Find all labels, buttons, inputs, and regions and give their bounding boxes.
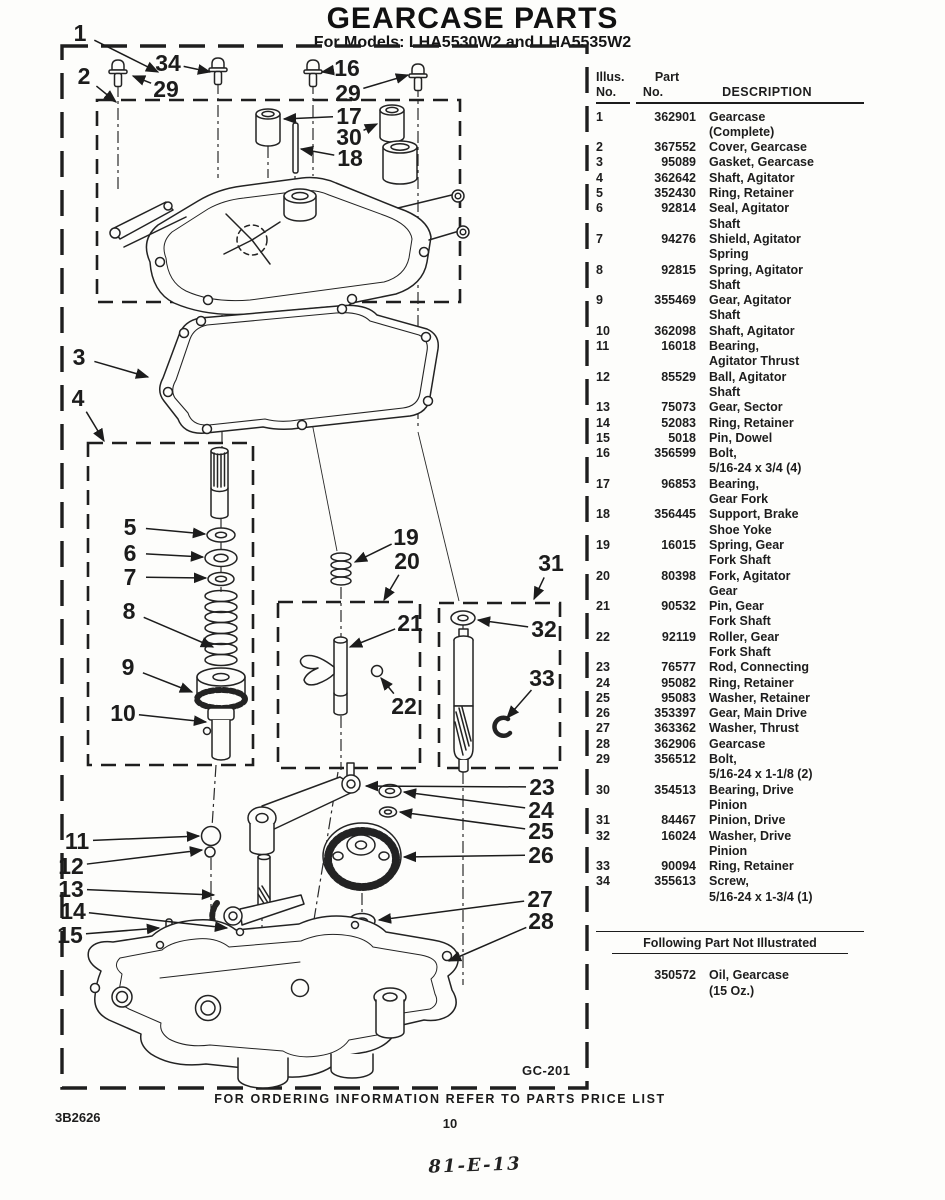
cell-description: Washer, Thrust (709, 721, 799, 736)
handwritten-code: 81-E-13 (428, 1153, 522, 1178)
cell-description: Ball, Agitator Shaft (709, 369, 787, 399)
table-row (596, 431, 864, 446)
cell-part-no: 84467 (661, 813, 696, 828)
cell-description: Spring, Gear Fork Shaft (709, 537, 785, 568)
cell-illus-no: 5 (596, 186, 603, 201)
bolt-drawing-34 (209, 58, 227, 85)
callout-26 (404, 842, 554, 868)
callout-32 (478, 616, 557, 642)
cell-description: Roller, Gear Fork Shaft (709, 629, 780, 659)
table-row (596, 263, 864, 294)
cell-description: Gear, Agitator Shaft (709, 293, 792, 323)
cell-description: Gearcase (Complete) (709, 109, 775, 139)
callout-leader (184, 66, 210, 72)
cell-illus-no: 7 (596, 231, 603, 246)
cell-description: Oil, Gearcase (15 Oz.) (709, 968, 789, 998)
callout-leader (94, 361, 148, 377)
cell-illus-no: 34 (596, 874, 610, 889)
table-row (596, 676, 864, 691)
cell-illus-no: 25 (596, 690, 610, 705)
callout-34 (155, 50, 210, 76)
cell-illus-no: 30 (596, 782, 610, 797)
callout-number: 2 (77, 63, 91, 89)
cell-illus-no: 21 (596, 599, 610, 614)
cell-part-no: 363362 (654, 721, 696, 736)
callout-leader (379, 901, 524, 920)
header-illus: Illus. (596, 70, 625, 84)
gearcase-housing-drawing (88, 916, 458, 1088)
callout-leader (146, 554, 203, 557)
cell-description: Washer, Drive Pinion (709, 828, 792, 858)
table-row (596, 370, 864, 401)
callout-number: 10 (110, 700, 136, 726)
ordering-note: FOR ORDERING INFORMATION REFER TO PARTS PRICE LIST (214, 1092, 666, 1106)
cell-part-no: 96853 (661, 476, 696, 491)
table-row (596, 446, 864, 477)
callout-2 (78, 63, 116, 102)
cell-illus-no: 27 (596, 721, 610, 736)
cell-part-no: 356512 (654, 752, 696, 767)
gear-fork-spring-drawing (331, 553, 351, 585)
callout-number: 25 (528, 818, 554, 844)
cell-illus-no: 3 (596, 155, 603, 170)
callout-27 (379, 886, 553, 920)
cell-description: Shaft, Agitator (709, 323, 795, 338)
callout-number: 29 (335, 80, 361, 106)
cell-illus-no: 24 (596, 675, 610, 690)
cell-description: Pin, Gear Fork Shaft (709, 599, 771, 629)
callout-3 (73, 344, 148, 377)
not-illustrated-row (596, 968, 864, 999)
callout-leader (87, 890, 214, 895)
not-illustrated-section (596, 931, 864, 999)
cell-description: Cover, Gearcase (709, 140, 807, 155)
callout-number: 16 (334, 55, 360, 81)
callout-leader (301, 149, 334, 155)
cell-part-no: 362098 (654, 323, 696, 338)
cell-part-no: 95082 (661, 675, 696, 690)
callout-leader (144, 617, 213, 647)
cell-illus-no: 22 (596, 629, 610, 644)
cell-part-no: 362906 (654, 736, 696, 751)
table-row (596, 324, 864, 339)
callout-leader (478, 620, 528, 627)
callout-29 (335, 75, 408, 106)
callout-leader (93, 836, 199, 840)
table-row (596, 630, 864, 661)
header-illus-no: No. (596, 85, 630, 103)
cell-illus-no: 16 (596, 446, 610, 461)
cell-part-no: 355469 (654, 293, 696, 308)
cell-description: Rod, Connecting (709, 660, 809, 675)
parts-table (596, 70, 864, 999)
cell-part-no: 85529 (661, 369, 696, 384)
cell-part-no: 362642 (654, 170, 696, 185)
retainer-ring-washer-drawing (379, 785, 401, 818)
table-row (596, 507, 864, 538)
callout-leader (366, 786, 526, 787)
table-row (596, 737, 864, 752)
table-row (596, 538, 864, 569)
cell-illus-no: 23 (596, 660, 610, 675)
agitator-shaft-stack-drawing (197, 448, 245, 761)
cell-illus-no: 13 (596, 400, 610, 415)
callout-18 (301, 145, 363, 171)
page-subtitle: For Models: LHA5530W2 and LHA5535W2 (313, 34, 632, 51)
cell-illus-no: 31 (596, 813, 610, 828)
callout-number: 18 (337, 145, 363, 171)
callout-21 (350, 610, 423, 647)
cell-part-no: 80398 (661, 568, 696, 583)
cell-description: Pinion, Drive (709, 813, 786, 828)
callout-leader (363, 75, 408, 88)
cell-illus-no: 19 (596, 537, 610, 552)
callout-leader (86, 412, 104, 441)
agitator-gear-fork-drawing (300, 637, 382, 715)
callout-leader (355, 544, 392, 562)
table-row (596, 874, 864, 905)
cell-description: Pin, Dowel (709, 430, 773, 445)
table-row (596, 813, 864, 828)
cell-part-no: 92814 (661, 201, 696, 216)
table-row (596, 706, 864, 721)
bolt-drawing-16 (304, 60, 322, 87)
cell-description: Bearing, Agitator Thrust (709, 339, 800, 369)
callout-16 (322, 55, 360, 81)
cell-illus-no: 12 (596, 369, 610, 384)
parts-drawings (88, 58, 510, 1088)
cell-illus-no: 1 (596, 109, 603, 124)
page-number: 10 (442, 1116, 458, 1131)
cell-description: Bolt, 5/16-24 x 3/4 (4) (709, 446, 802, 476)
callout-11 (65, 828, 199, 854)
callout-leader (507, 690, 531, 718)
cell-part-no: 355613 (654, 874, 696, 889)
cell-illus-no: 29 (596, 752, 610, 767)
divider (596, 931, 864, 932)
callout-leader (146, 577, 206, 578)
cell-part-no: 5018 (668, 430, 696, 445)
table-row (596, 232, 864, 263)
cell-part-no: 350572 (654, 968, 696, 983)
gearcase-gasket-drawing (160, 305, 439, 434)
callout-leader (449, 927, 526, 961)
callout-number: 1 (73, 20, 87, 46)
header-part-no: No. (642, 85, 664, 100)
bolt-drawing-29b (409, 64, 427, 91)
diagram-code: GC-201 (522, 1063, 571, 1078)
cell-description: Ring, Retainer (709, 859, 794, 874)
cell-description: Spring, Agitator Shaft (709, 262, 803, 292)
callout-number: 29 (153, 76, 179, 102)
cell-part-no: 95089 (661, 155, 696, 170)
callout-leader (322, 71, 331, 72)
callout-number: 28 (528, 908, 554, 934)
cell-part-no: 16024 (661, 828, 696, 843)
table-row (596, 691, 864, 706)
table-row (596, 140, 864, 155)
cell-part-no: 75073 (661, 400, 696, 415)
cell-description: Seal, Agitator Shaft (709, 201, 790, 231)
callout-leader (534, 577, 544, 599)
callout-number: 23 (529, 774, 555, 800)
table-row (596, 477, 864, 508)
table-row (596, 110, 864, 141)
callout-number: 21 (397, 610, 423, 636)
cell-description: Bearing, Gear Fork (709, 476, 769, 507)
cell-part-no: 362901 (654, 109, 696, 124)
callout-number: 17 (336, 103, 362, 129)
table-row (596, 400, 864, 415)
callout-leader (86, 928, 159, 934)
drive-pinion-drawing (451, 611, 510, 772)
cell-illus-no: 2 (596, 140, 603, 155)
callout-leader (133, 76, 151, 83)
table-row (596, 186, 864, 201)
table-row (596, 171, 864, 186)
cell-illus-no: 4 (596, 170, 603, 185)
callout-leader (404, 855, 525, 857)
cell-part-no: 90094 (661, 859, 696, 874)
callout-6 (124, 540, 203, 566)
cell-description: Shaft, Agitator (709, 170, 795, 185)
cell-illus-no: 33 (596, 859, 610, 874)
cell-illus-no: 14 (596, 415, 610, 430)
callout-leader (284, 117, 333, 119)
parts-rows (596, 110, 864, 905)
not-illustrated-heading: Following Part Not Illustrated (612, 936, 848, 954)
callout-22 (381, 678, 417, 719)
cell-description: Bearing, Drive Pinion (709, 782, 794, 812)
callout-number: 4 (71, 385, 85, 411)
callout-number: 20 (394, 548, 420, 574)
cell-illus-no: 32 (596, 828, 610, 843)
cell-illus-no: 15 (596, 430, 610, 445)
gear-fork-bearing-drawing (256, 109, 280, 146)
callout-number: 13 (58, 876, 84, 902)
cell-part-no: 16015 (661, 537, 696, 552)
callout-number: 34 (155, 50, 181, 76)
callout-number: 15 (57, 922, 83, 948)
callout-number: 12 (58, 853, 84, 879)
cell-part-no: 92119 (661, 629, 696, 644)
cell-description: Bolt, 5/16-24 x 1-1/8 (2) (709, 752, 813, 782)
callout-number: 9 (121, 654, 135, 680)
cell-illus-no: 17 (596, 476, 610, 491)
table-row (596, 829, 864, 860)
header-part: Part (654, 70, 680, 84)
cell-part-no: 16018 (661, 339, 696, 354)
callout-12 (58, 850, 202, 879)
cell-part-no: 76577 (661, 660, 696, 675)
table-row (596, 201, 864, 232)
callout-4 (72, 385, 104, 441)
cell-description: Support, Brake Shoe Yoke (709, 507, 799, 537)
table-row (596, 339, 864, 370)
cell-description: Gear, Main Drive (709, 706, 807, 721)
cell-illus-no: 6 (596, 201, 603, 216)
callout-leader (143, 673, 192, 692)
cell-part-no: 356599 (654, 446, 696, 461)
callout-20 (384, 548, 420, 600)
cell-illus-no: 26 (596, 706, 610, 721)
cell-description: Ring, Retainer (709, 415, 794, 430)
callout-leader (384, 575, 399, 600)
cell-part-no: 354513 (654, 782, 696, 797)
gearcase-cover-drawing (110, 141, 469, 315)
cell-illus-no: 11 (596, 339, 610, 354)
table-row (596, 859, 864, 874)
callout-8 (123, 598, 213, 647)
callout-number: 30 (336, 124, 362, 150)
cell-part-no: 353397 (654, 706, 696, 721)
callout-leader (146, 528, 205, 534)
callout-leader (87, 850, 202, 864)
cell-description: Gearcase (709, 736, 766, 751)
drive-pinion-bearing-drawing (380, 105, 404, 142)
cell-part-no: 94276 (661, 231, 696, 246)
agitator-balls-drawing (202, 827, 221, 858)
main-drive-gear-drawing (323, 823, 401, 889)
callout-leader (364, 124, 377, 130)
cell-part-no: 356445 (654, 507, 696, 522)
cell-part-no: 52083 (661, 415, 696, 430)
callout-leader (404, 792, 525, 808)
cell-illus-no: 28 (596, 736, 610, 751)
cell-illus-no: 8 (596, 262, 603, 277)
callout-28 (449, 908, 554, 961)
callout-31 (534, 550, 564, 599)
callout-number: 6 (123, 540, 137, 566)
table-row (596, 155, 864, 170)
callout-number: 33 (529, 665, 555, 691)
callout-7 (124, 564, 206, 590)
cell-part-no: 95083 (661, 690, 696, 705)
callout-number: 19 (393, 524, 419, 550)
callout-number: 24 (528, 797, 554, 823)
table-row (596, 968, 864, 999)
callout-number: 31 (538, 550, 564, 576)
cell-part-no: 367552 (654, 140, 696, 155)
callout-number: 32 (531, 616, 557, 642)
table-row (596, 752, 864, 783)
cell-description: Screw, 5/16-24 x 1-3/4 (1) (709, 874, 813, 904)
callout-10 (110, 700, 206, 726)
page-title: GEARCASE PARTS (326, 2, 619, 35)
cell-illus-no: 9 (596, 293, 603, 308)
cell-illus-no: 10 (596, 323, 610, 338)
cell-illus-no: 18 (596, 507, 610, 522)
table-row (596, 721, 864, 736)
callout-number: 22 (391, 693, 417, 719)
parts-table-header (596, 70, 864, 104)
table-row (596, 569, 864, 600)
cell-description: Ring, Retainer (709, 675, 794, 690)
callout-9 (122, 654, 192, 692)
cell-part-no: 352430 (654, 186, 696, 201)
cell-part-no: 92815 (661, 262, 696, 277)
cell-part-no: 90532 (661, 599, 696, 614)
cell-description: Shield, Agitator Spring (709, 231, 801, 262)
callout-29 (133, 76, 179, 102)
callout-number: 5 (123, 514, 137, 540)
bolt-drawing-29a (109, 60, 127, 87)
callout-number: 27 (527, 886, 553, 912)
callout-number: 3 (72, 344, 86, 370)
callout-number: 8 (122, 598, 136, 624)
table-row (596, 783, 864, 814)
cell-description: Gasket, Gearcase (709, 155, 814, 170)
callout-leader (381, 678, 394, 694)
callout-number: 14 (60, 898, 86, 924)
callout-number: 7 (123, 564, 137, 590)
callout-number: 11 (64, 828, 90, 854)
cell-description: Ring, Retainer (709, 186, 794, 201)
callout-number: 26 (528, 842, 554, 868)
callout-layer (57, 20, 564, 961)
callout-5 (124, 514, 205, 540)
callout-leader (350, 629, 395, 647)
callout-leader (139, 715, 206, 722)
cell-description: Washer, Retainer (709, 690, 810, 705)
callout-33 (507, 665, 555, 718)
cell-description: Gear, Sector (709, 400, 783, 415)
cell-description: Fork, Agitator Gear (709, 568, 791, 598)
doc-number: 3B2626 (55, 1110, 101, 1125)
table-row (596, 416, 864, 431)
cell-illus-no: 20 (596, 568, 610, 583)
brake-support-pin-drawing (293, 123, 298, 173)
table-row (596, 660, 864, 675)
table-row (596, 293, 864, 324)
table-row (596, 599, 864, 630)
header-description: DESCRIPTION (722, 85, 812, 100)
